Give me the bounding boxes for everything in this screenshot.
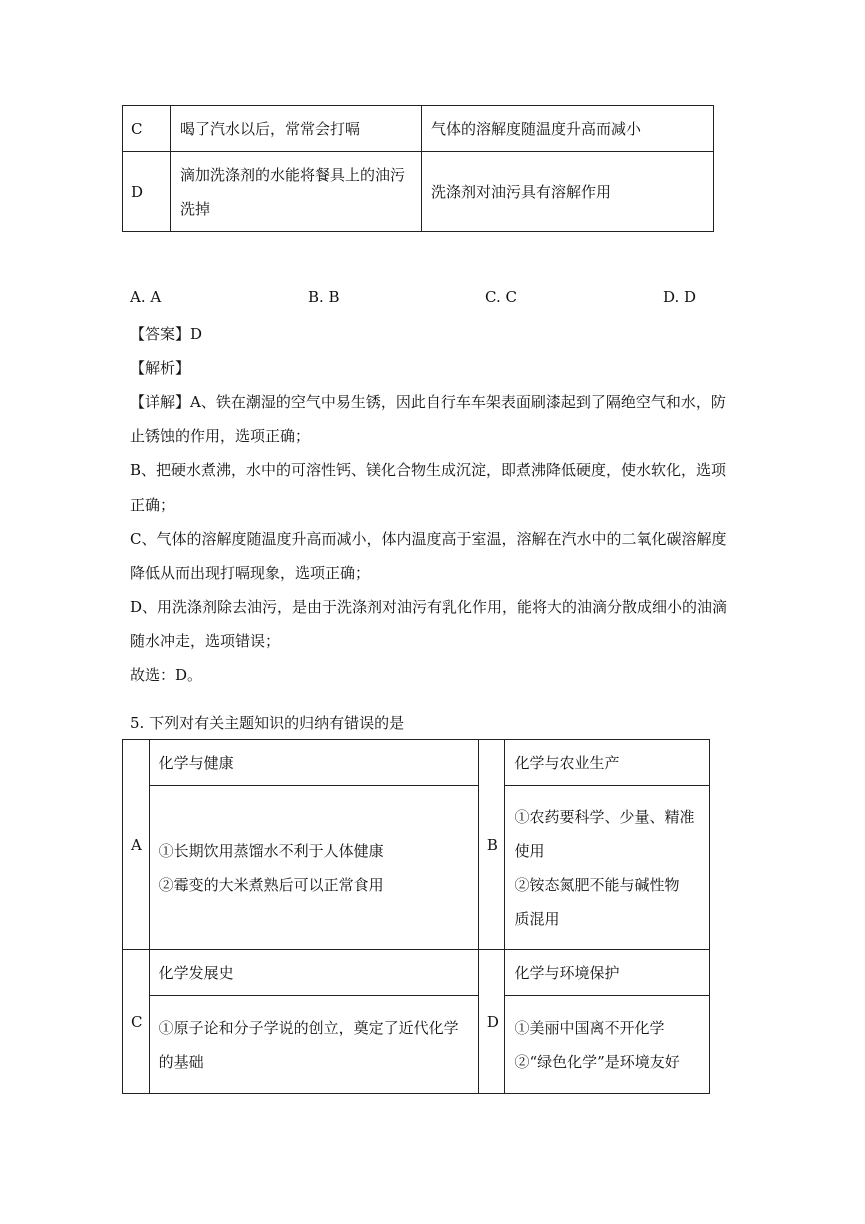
table-row — [123, 152, 714, 232]
row-event-line: 洗掉 — [180, 199, 211, 218]
option-label-b: B — [478, 740, 505, 950]
analysis-line: C、气体的溶解度随温度升高而减小，体内温度高于室温，溶解在汽水中的二氧化碳溶解度 — [130, 530, 727, 548]
answer-choices — [130, 288, 730, 308]
option-a-content — [149, 786, 478, 950]
option-label-a: A — [123, 740, 150, 950]
option-b-line: ②铵态氮肥不能与碱性物 — [514, 875, 680, 894]
option-a-title: 化学与健康 — [149, 740, 478, 786]
option-b-title: 化学与农业生产 — [505, 740, 710, 786]
analysis-line: D、用洗涤剂除去油污，是由于洗涤剂对油污有乳化作用，能将大的油滴分散成细小的油滴 — [130, 598, 728, 616]
choice-c: C. C — [485, 288, 517, 306]
table-row — [123, 996, 710, 1094]
analysis-line: 随水冲走，选项错误； — [130, 632, 281, 650]
option-label-c: C — [123, 950, 150, 1094]
options-table-continued — [122, 105, 714, 232]
option-b-line: ①农药要科学、少量、精准 — [514, 807, 695, 826]
option-c-line: 的基础 — [158, 1052, 204, 1071]
option-b-line: 使用 — [514, 841, 545, 860]
option-c-content — [149, 996, 478, 1094]
row-explanation: 洗涤剂对油污具有溶解作用 — [422, 152, 714, 232]
option-b-line: 质混用 — [514, 909, 560, 928]
option-c-title: 化学发展史 — [149, 950, 478, 996]
analysis-line: B、把硬水煮沸，水中的可溶性钙、镁化合物生成沉淀，即煮沸降低硬度，使水软化，选项 — [130, 461, 727, 479]
table-row — [123, 740, 710, 786]
analysis-line: 正确； — [130, 496, 176, 514]
row-event: 喝了汽水以后，常常会打嗝 — [171, 106, 422, 152]
question-5-table — [122, 739, 710, 1094]
option-d-line: ②“绿色化学”是环境友好 — [514, 1052, 680, 1071]
table-row — [123, 950, 710, 996]
option-c-line: ①原子论和分子学说的创立，奠定了近代化学 — [158, 1018, 459, 1037]
choice-d: D. D — [663, 288, 697, 306]
choice-a: A. A — [130, 288, 162, 306]
table-row — [123, 786, 710, 950]
analysis-line: 降低从而出现打嗝现象，选项正确； — [130, 564, 371, 582]
row-label: C — [123, 106, 171, 152]
analysis-line: 故选：D。 — [130, 666, 203, 684]
analysis-title: 【解析】 — [130, 359, 191, 377]
option-a-line: ②霉变的大米煮熟后可以正常食用 — [158, 875, 384, 894]
option-label-d: D — [478, 950, 505, 1094]
answer-line: 【答案】D — [130, 325, 203, 343]
row-event — [171, 152, 422, 232]
option-b-content — [505, 786, 710, 950]
choice-b: B. B — [308, 288, 340, 306]
row-explanation: 气体的溶解度随温度升高而减小 — [422, 106, 714, 152]
option-d-content — [505, 996, 710, 1094]
option-a-line: ①长期饮用蒸馏水不利于人体健康 — [158, 841, 384, 860]
table-row — [123, 106, 714, 152]
analysis-line: 止锈蚀的作用，选项正确； — [130, 427, 311, 445]
row-label: D — [123, 152, 171, 232]
analysis-line: 【详解】A、铁在潮湿的空气中易生锈，因此自行车车架表面刷漆起到了隔绝空气和水，防 — [130, 393, 726, 411]
option-d-line: ①美丽中国离不开化学 — [514, 1018, 665, 1037]
option-d-title: 化学与环境保护 — [505, 950, 710, 996]
row-event-line: 滴加洗涤剂的水能将餐具上的油污 — [180, 165, 406, 184]
question-5-stem: 5. 下列对有关主题知识的归纳有错误的是 — [130, 714, 405, 732]
